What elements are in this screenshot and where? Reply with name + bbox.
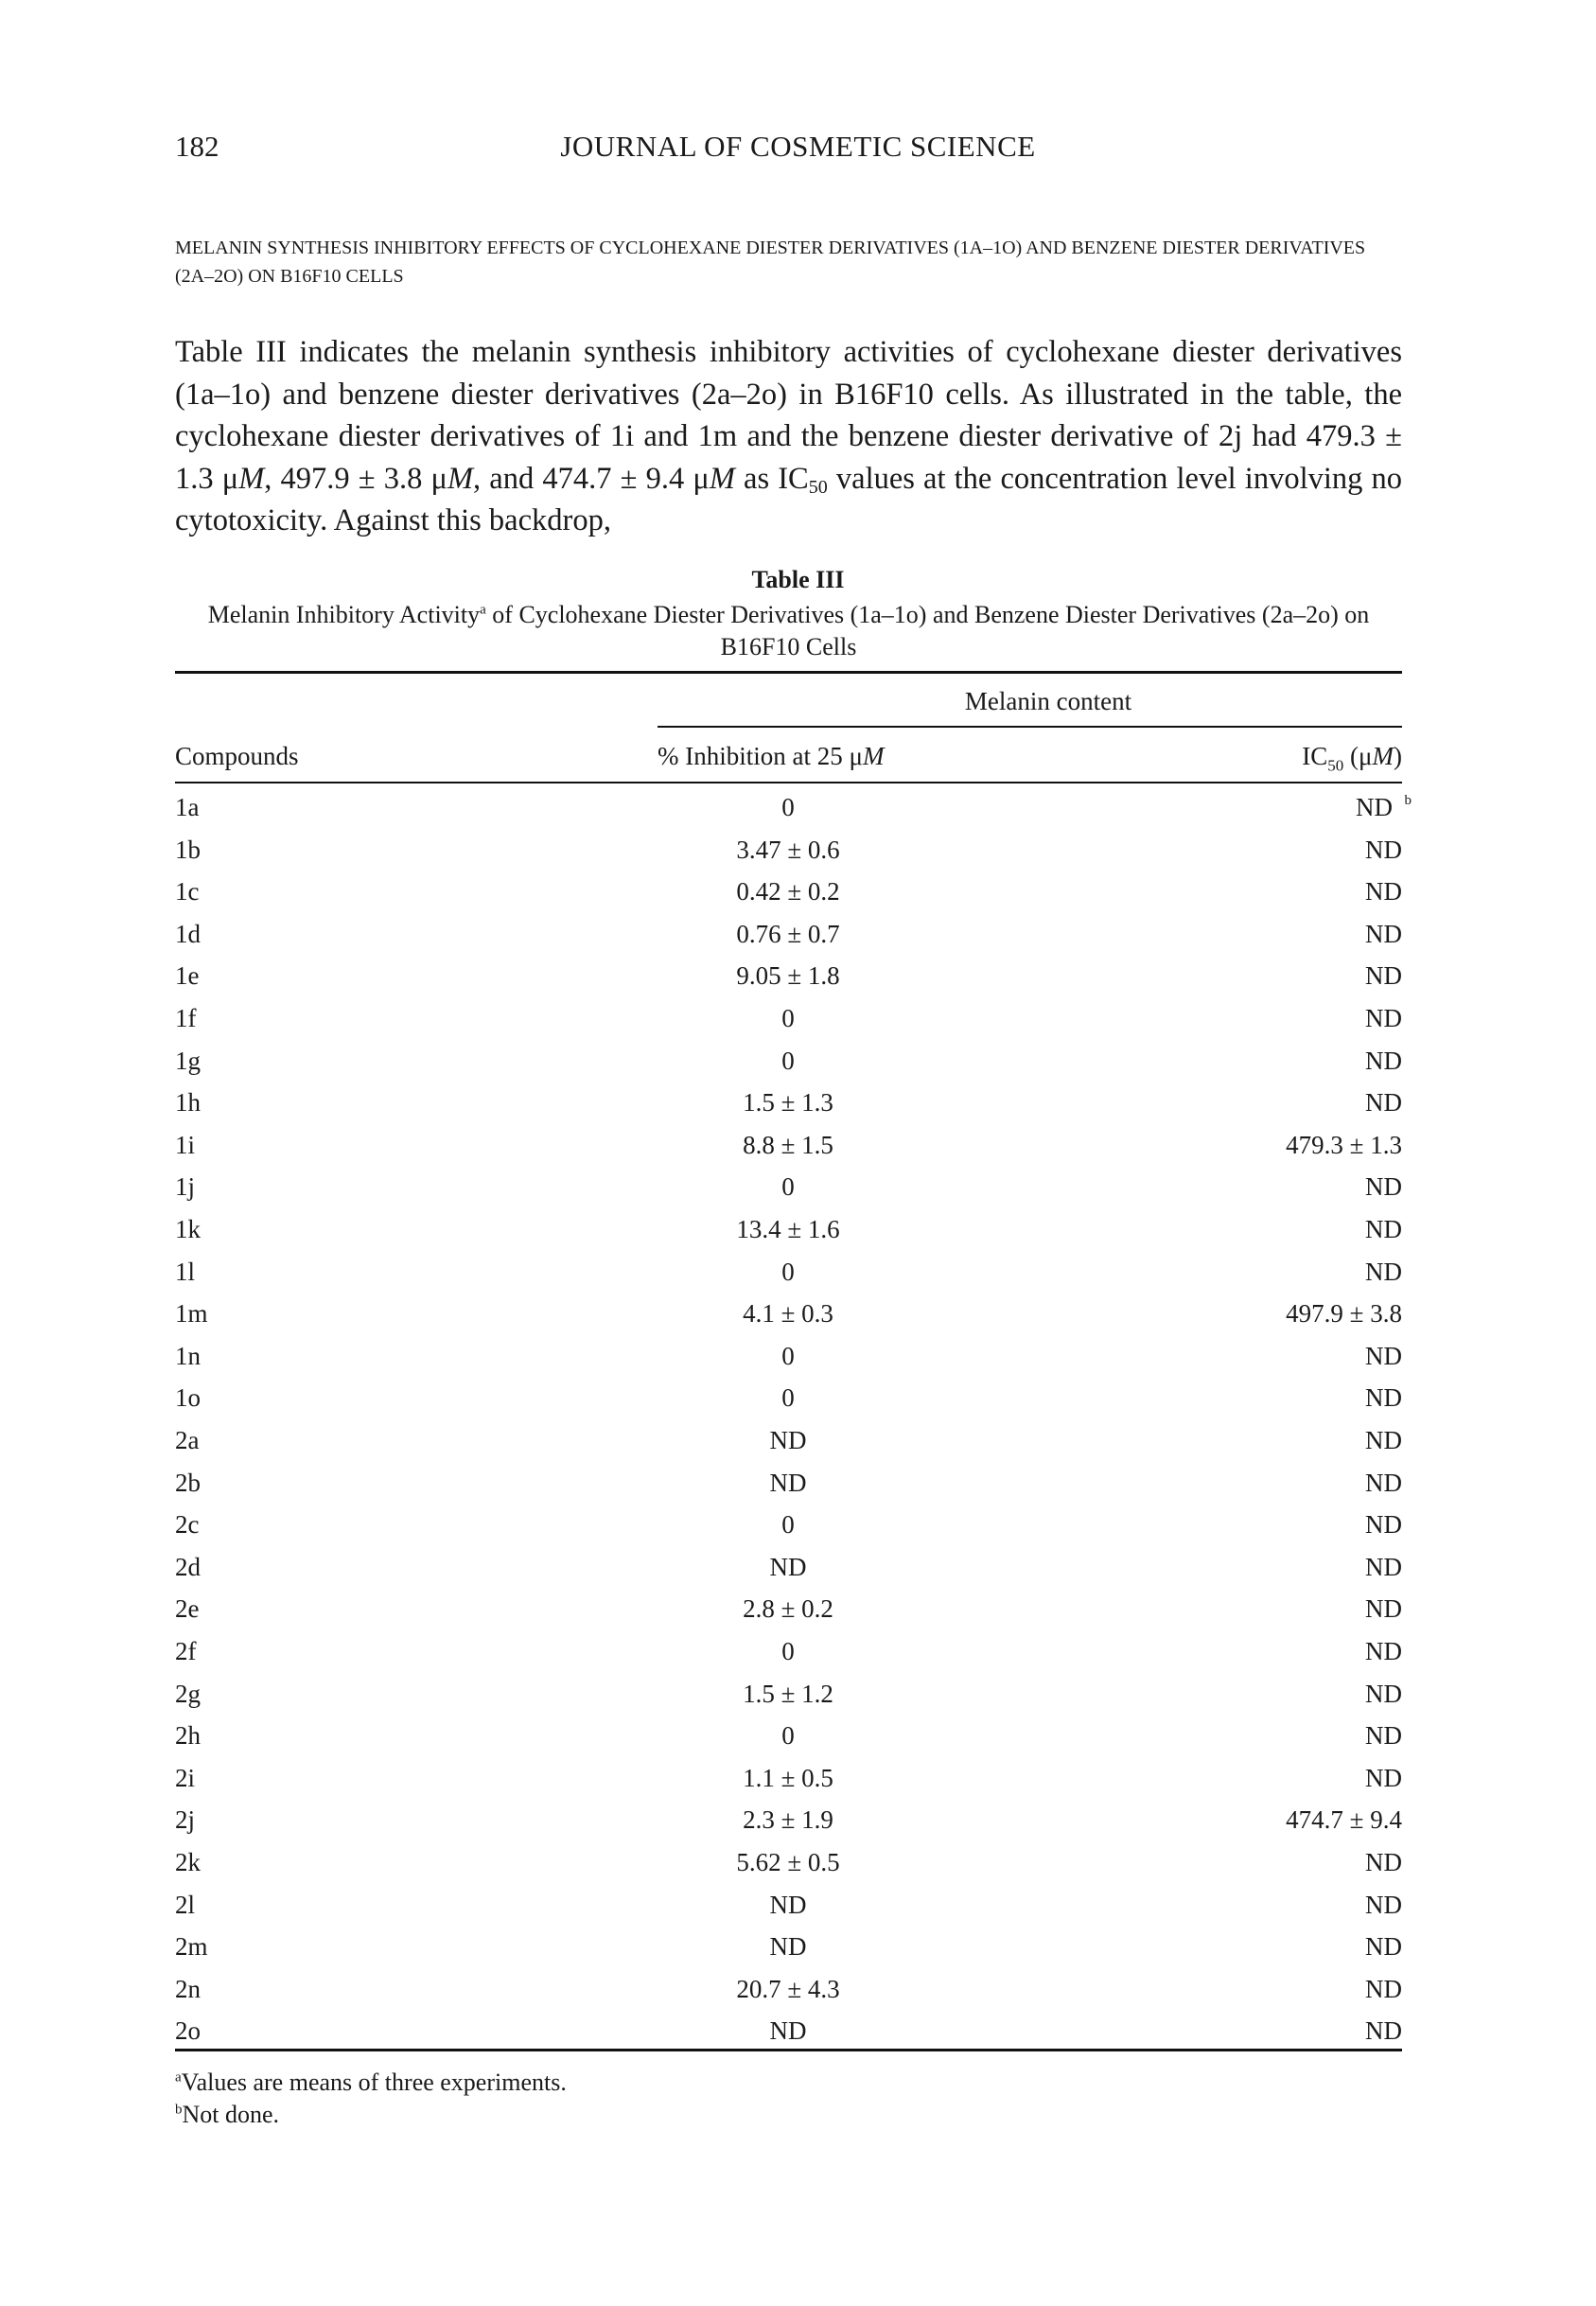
- inhibition-cell: 1.5 ± 1.2: [743, 1679, 833, 1708]
- compound-cell: 2f: [175, 1637, 197, 1665]
- table-row: [175, 1383, 1402, 1425]
- table-row: [175, 877, 1402, 919]
- group-rule: [658, 726, 1402, 728]
- inhibition-cell: ND: [769, 1932, 807, 1962]
- compound-cell: 1e: [175, 961, 200, 991]
- compound-cell: 1g: [175, 1046, 201, 1075]
- footnote-b: $^b$Not done.: [175, 2101, 280, 2128]
- compound-cell: 2b: [175, 1468, 201, 1497]
- table-row: [175, 1469, 1402, 1510]
- table-row: [175, 920, 1402, 961]
- table-row: [175, 836, 1402, 877]
- compound-cell: 1k: [175, 1215, 201, 1243]
- compound-cell: 2a: [175, 1426, 200, 1454]
- inhibition-cell: 0: [781, 793, 795, 821]
- compound-cell: 1i: [175, 1130, 196, 1159]
- col-header-compounds: Compounds: [175, 742, 299, 770]
- ic50-cell: ND: [1365, 1004, 1402, 1032]
- table-row: [175, 1932, 1402, 1974]
- inhibition-cell: ND: [769, 1552, 807, 1581]
- table-row: [175, 1342, 1402, 1383]
- table-row: [175, 961, 1402, 1003]
- table-row: [175, 1848, 1402, 1890]
- compound-cell: 1h: [175, 1088, 201, 1118]
- ic50-cell: 497.9 ± 3.8: [1286, 1299, 1402, 1329]
- table-row: 1a 0 ND b: [175, 793, 1412, 821]
- inhibition-cell: 0.76 ± 0.7: [736, 919, 840, 948]
- ic50-cell: ND: [1365, 961, 1402, 991]
- inhibition-cell: ND: [769, 1468, 807, 1497]
- inhibition-cell: 0: [781, 1341, 795, 1370]
- inhibition-cell: 0: [781, 1383, 795, 1413]
- ic50-cell: ND: [1365, 1721, 1402, 1751]
- table-row: [175, 1258, 1402, 1299]
- ic50-cell: ND: [1365, 1932, 1402, 1962]
- header-rule: [175, 782, 1402, 783]
- ic50-cell: ND: [1365, 1890, 1402, 1919]
- ic50-cell: ND: [1365, 919, 1402, 948]
- table-row: [175, 1004, 1402, 1046]
- page-number: 182: [175, 130, 219, 163]
- ic50-cell: ND: [1365, 1974, 1402, 2003]
- inhibition-cell: ND: [769, 2016, 807, 2046]
- table-row: [175, 1172, 1402, 1214]
- compound-cell: 1j: [175, 1172, 196, 1202]
- compound-cell: 2l: [175, 1890, 196, 1919]
- ic50-cell: ND: [1365, 1637, 1402, 1665]
- ic50-cell: ND: [1365, 1552, 1402, 1581]
- table-row: [175, 1088, 1402, 1130]
- table-row: [175, 1426, 1402, 1468]
- inhibition-cell: 13.4 ± 1.6: [736, 1215, 840, 1243]
- table-row: [175, 1764, 1402, 1805]
- compound-cell: 1l: [175, 1257, 196, 1286]
- table-row: [175, 1805, 1402, 1847]
- ic50-cell: ND: [1365, 1594, 1402, 1624]
- compound-cell: 1d: [175, 919, 201, 948]
- ic50-cell: ND: [1365, 1679, 1402, 1708]
- inhibition-cell: 1.5 ± 1.3: [743, 1088, 833, 1118]
- inhibition-cell: 8.8 ± 1.5: [743, 1130, 833, 1159]
- ic50-cell: ND: [1356, 793, 1393, 821]
- table-row: [175, 1553, 1402, 1594]
- table-row: [175, 1975, 1402, 2016]
- table-row: [175, 1047, 1402, 1088]
- table-row: [175, 1510, 1402, 1552]
- journal-title: JOURNAL OF COSMETIC SCIENCE: [560, 130, 1036, 163]
- compound-cell: 2o: [175, 2016, 201, 2046]
- ic50-cell: ND: [1365, 1468, 1402, 1497]
- ic50-cell: ND: [1365, 1046, 1402, 1075]
- inhibition-cell: 4.1 ± 0.3: [743, 1299, 833, 1329]
- table-row: [175, 1131, 1402, 1172]
- ic50-cell: ND: [1365, 2016, 1402, 2046]
- compound-cell: 2i: [175, 1763, 196, 1792]
- inhibition-cell: 2.8 ± 0.2: [743, 1594, 833, 1624]
- table-row: [175, 1215, 1402, 1257]
- ic50-cell: ND: [1365, 877, 1402, 907]
- compound-cell: 1a: [175, 793, 200, 821]
- col-header-inhibition: % Inhibition at 25 μM: [658, 742, 885, 770]
- compound-cell: 2m: [175, 1932, 208, 1962]
- inhibition-cell: 0: [781, 1637, 795, 1665]
- table-row: [175, 2016, 1402, 2058]
- ic50-cell: ND: [1365, 1848, 1402, 1876]
- inhibition-cell: ND: [769, 1426, 807, 1454]
- compound-cell: 1m: [175, 1299, 208, 1329]
- compound-cell: 2d: [175, 1552, 201, 1581]
- inhibition-cell: 0: [781, 1172, 795, 1202]
- compound-cell: 2n: [175, 1974, 201, 2003]
- ic50-cell: 474.7 ± 9.4: [1286, 1805, 1402, 1835]
- inhibition-cell: 0: [781, 1721, 795, 1751]
- inhibition-cell: 0: [781, 1257, 795, 1286]
- ic50-cell: ND: [1365, 1215, 1402, 1243]
- inhibition-cell: 0.42 ± 0.2: [736, 877, 840, 907]
- compound-cell: 1o: [175, 1383, 201, 1413]
- table-row: [175, 1891, 1402, 1932]
- compound-cell: 1c: [175, 877, 200, 907]
- inhibition-cell: 2.3 ± 1.9: [743, 1805, 833, 1835]
- inhibition-cell: 1.1 ± 0.5: [743, 1763, 833, 1792]
- inhibition-cell: 9.05 ± 1.8: [736, 961, 840, 991]
- inhibition-cell: 0: [781, 1510, 795, 1540]
- compound-cell: 2k: [175, 1848, 201, 1876]
- table-row: [175, 1299, 1402, 1341]
- compound-cell: 1f: [175, 1004, 197, 1032]
- ic50-cell: ND: [1365, 1426, 1402, 1454]
- table-row: [175, 1594, 1402, 1636]
- inhibition-cell: 0: [781, 1046, 795, 1075]
- table-row: [175, 1721, 1402, 1763]
- table-top-rule: [175, 671, 1402, 674]
- compound-cell: 1n: [175, 1341, 201, 1370]
- compound-cell: 1b: [175, 835, 201, 864]
- inhibition-cell: 3.47 ± 0.6: [736, 835, 840, 864]
- table-title: Table III: [751, 566, 845, 593]
- compound-cell: 2j: [175, 1805, 196, 1835]
- footnote-a: $^a$Values are means of three experiments.: [175, 2068, 567, 2096]
- compound-cell: 2e: [175, 1594, 200, 1624]
- running-head: MELANIN SYNTHESIS INHIBITORY EFFECTS OF CYCLOHEXANE DIESTER DERIVATIVES (1A–1O) AND BENZENE DIESTER DERIVATIVES (2A–2O) ON B16F10 CELLS: [175, 238, 1366, 287]
- ic50-cell: ND: [1365, 1341, 1402, 1370]
- compound-cell: 2g: [175, 1679, 201, 1708]
- ic50-cell: 479.3 ± 1.3: [1286, 1130, 1402, 1159]
- table-caption: Melanin Inhibitory Activity$^a$ of Cyclohexane Diester Derivatives (1a–1o) and Benzene Diester Derivatives (2a–2o) on B16F10 Cells: [207, 601, 1370, 660]
- inhibition-cell: 5.62 ± 0.5: [736, 1848, 840, 1876]
- body-paragraph: Table III indicates the melanin synthesis inhibitory activities of cyclohexane diester derivatives (1a–1o) and benzene diester derivatives (2a–2o) in B16F10 cells. As illustrated in the table, the cyclohexane diester derivatives of 1i and 1m and the benzene diester derivative of 2j had 479.3 ± 1.3 μM, 497.9 ± 3.8 μM, and 474.7 ± 9.4 μM as $IC_{50}$ values at the concentration level involving no cytotoxicity. Against this backdrop,: [175, 335, 1403, 538]
- inhibition-cell: 20.7 ± 4.3: [736, 1974, 840, 2003]
- ic50-cell: ND: [1365, 1257, 1402, 1286]
- table-bottom-rule: [175, 2049, 1402, 2051]
- inhibition-cell: 0: [781, 1004, 795, 1032]
- ic50-cell: ND: [1365, 1763, 1402, 1792]
- table-row: [175, 1637, 1402, 1679]
- inhibition-cell: ND: [769, 1890, 807, 1919]
- compound-cell: 2h: [175, 1721, 201, 1751]
- ic50-cell: ND: [1365, 1172, 1402, 1202]
- col-header-ic50: $IC_{50}$ (μM): [1302, 742, 1402, 775]
- ic50-cell: ND: [1365, 1383, 1402, 1413]
- compound-cell: 2c: [175, 1510, 200, 1540]
- ic50-cell: ND: [1365, 1510, 1402, 1540]
- table-row: [175, 1680, 1402, 1721]
- ic50-cell: ND: [1365, 835, 1402, 864]
- group-header: Melanin content: [964, 687, 1132, 715]
- ic50-cell: ND: [1365, 1088, 1402, 1118]
